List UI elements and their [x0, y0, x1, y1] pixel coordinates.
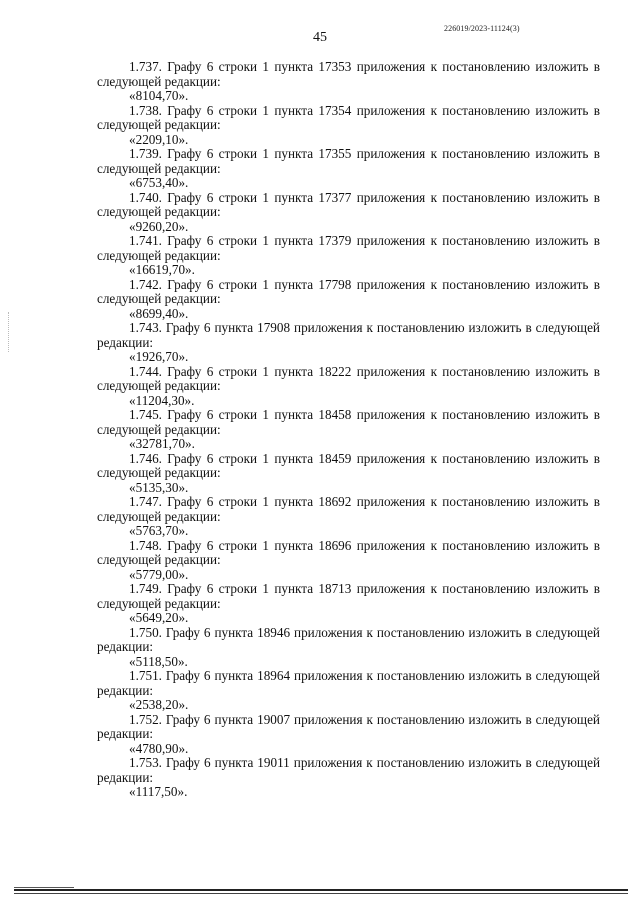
amendment-heading: 1.749. Графу 6 строки 1 пункта 18713 приложения к постановлению изложить в следующей редакции: [97, 581, 600, 611]
amendment-value: «8104,70». [129, 88, 189, 103]
amendment-value: «5763,70». [129, 523, 189, 538]
amendment-value: «16619,70». [129, 262, 195, 277]
amendment-value: «2538,20». [129, 697, 189, 712]
amendment-item [97, 626, 600, 670]
amendment-value: «11204,30». [129, 392, 195, 408]
scan-margin-mark [8, 312, 11, 352]
amendment-value: «4780,90». [129, 740, 189, 756]
amendment-item [97, 669, 600, 713]
amendment-item [97, 539, 600, 583]
amendment-heading: 1.741. Графу 6 строки 1 пункта 17379 приложения к постановлению изложить в следующей редакции: [97, 233, 600, 263]
amendment-heading: 1.753. Графу 6 пункта 19011 приложения к постановлению изложить в следующей редакции: [97, 755, 600, 785]
amendment-heading: 1.738. Графу 6 строки 1 пункта 17354 приложения к постановлению изложить в следующей редакции: [97, 102, 600, 132]
amendment-item [97, 582, 600, 626]
amendment-value: «9260,20». [129, 218, 189, 234]
amendment-heading: 1.737. Графу 6 строки 1 пункта 17353 приложения к постановлению изложить в следующей редакции: [97, 59, 600, 89]
amendment-value: «5118,50». [129, 653, 188, 669]
amendment-heading: 1.745. Графу 6 строки 1 пункта 18458 приложения к постановлению изложить в следующей редакции: [97, 407, 600, 437]
amendment-value: «5649,20». [129, 610, 189, 625]
amendment-value: «1926,70». [129, 349, 189, 364]
scan-edge-line [14, 889, 628, 891]
amendment-value: «2209,10». [129, 131, 189, 147]
scan-edge-line [14, 893, 628, 894]
scan-edge-line [14, 887, 74, 888]
amendment-value: «5135,30». [129, 479, 189, 495]
amendment-item [97, 104, 600, 148]
amendment-heading: 1.750. Графу 6 пункта 18946 приложения к постановлению изложить в следующей редакции: [97, 624, 600, 654]
amendment-heading: 1.739. Графу 6 строки 1 пункта 17355 приложения к постановлению изложить в следующей редакции: [97, 146, 600, 176]
amendment-heading: 1.743. Графу 6 пункта 17908 приложения к постановлению изложить в следующей редакции: [97, 320, 600, 350]
amendment-item [97, 756, 600, 800]
amendment-heading: 1.751. Графу 6 пункта 18964 приложения к постановлению изложить в следующей редакции: [97, 668, 600, 698]
amendment-heading: 1.752. Графу 6 пункта 19007 приложения к постановлению изложить в следующей редакции: [97, 711, 600, 741]
amendment-heading: 1.740. Графу 6 строки 1 пункта 17377 приложения к постановлению изложить в следующей редакции: [97, 189, 600, 219]
amendment-item [97, 60, 600, 104]
amendment-heading: 1.742. Графу 6 строки 1 пункта 17798 приложения к постановлению изложить в следующей редакции: [97, 276, 600, 306]
amendment-item [97, 713, 600, 757]
amendment-value: «8699,40». [129, 305, 189, 321]
amendment-item [97, 234, 600, 278]
amendment-item [97, 147, 600, 191]
amendment-value: «1117,50». [129, 784, 188, 799]
amendment-item [97, 365, 600, 409]
amendment-item [97, 321, 600, 365]
amendment-item [97, 191, 600, 235]
document-body [97, 60, 600, 800]
amendment-item [97, 408, 600, 452]
amendment-heading: 1.748. Графу 6 строки 1 пункта 18696 приложения к постановлению изложить в следующей редакции: [97, 537, 600, 567]
page-number: 45 [313, 30, 327, 45]
document-registration-number: 226019/2023-11124(3) [444, 24, 520, 33]
amendment-item [97, 452, 600, 496]
amendment-heading: 1.746. Графу 6 строки 1 пункта 18459 приложения к постановлению изложить в следующей редакции: [97, 450, 600, 480]
amendment-value: «5779,00». [129, 566, 189, 582]
amendment-item [97, 278, 600, 322]
amendment-heading: 1.744. Графу 6 строки 1 пункта 18222 приложения к постановлению изложить в следующей редакции: [97, 363, 600, 393]
amendment-heading: 1.747. Графу 6 строки 1 пункта 18692 приложения к постановлению изложить в следующей редакции: [97, 494, 600, 524]
amendment-value: «6753,40». [129, 175, 189, 190]
amendment-item [97, 495, 600, 539]
amendment-value: «32781,70». [129, 436, 195, 451]
